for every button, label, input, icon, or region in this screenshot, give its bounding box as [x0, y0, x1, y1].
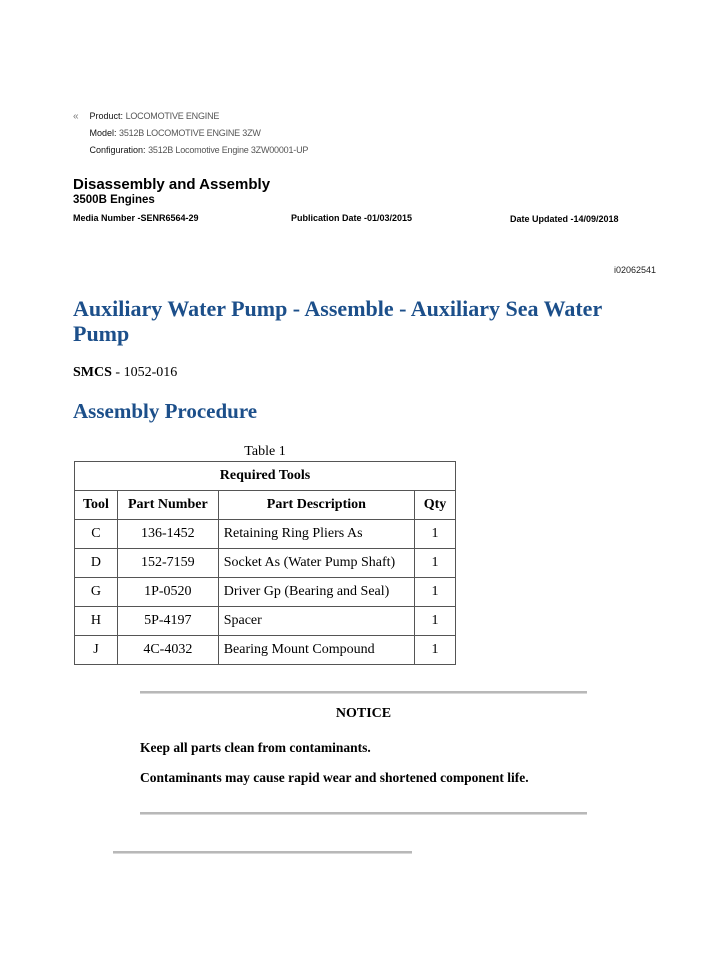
back-icon[interactable]: « — [73, 111, 79, 122]
notice-top-divider — [140, 691, 587, 694]
cell-part-description: Socket As (Water Pump Shaft) — [218, 549, 414, 578]
notice-bottom-divider — [140, 812, 587, 815]
table-row — [75, 636, 456, 665]
cell-tool: C — [75, 520, 118, 549]
cell-part-description: Retaining Ring Pliers As — [218, 520, 414, 549]
notice-box — [140, 691, 587, 815]
cell-part-number: 136-1452 — [117, 520, 218, 549]
cell-part-description: Driver Gp (Bearing and Seal) — [218, 578, 414, 607]
page-title: Auxiliary Water Pump - Assemble - Auxiliary Sea Water Pump — [73, 296, 602, 346]
model-row — [73, 127, 308, 144]
product-row — [73, 110, 308, 127]
column-header-tool: Tool — [75, 491, 118, 520]
smcs-value: - 1052-016 — [111, 365, 178, 380]
cell-part-number: 1P-0520 — [117, 578, 218, 607]
table-header-row — [75, 491, 456, 520]
smcs-label: SMCS — [73, 365, 112, 380]
media-number: Media Number -SENR6564-29 — [73, 213, 199, 223]
document-title: Disassembly and Assembly — [73, 176, 271, 193]
table-title: Required Tools — [75, 462, 456, 491]
table-row — [75, 578, 456, 607]
table-caption: Table 1 — [244, 444, 286, 459]
cell-part-description: Bearing Mount Compound — [218, 636, 414, 665]
reference-id: i02062541 — [613, 265, 656, 275]
required-tools-table — [74, 461, 456, 665]
footer-divider — [113, 851, 412, 854]
column-header-qty: Qty — [415, 491, 456, 520]
cell-qty: 1 — [415, 636, 456, 665]
cell-qty: 1 — [415, 607, 456, 636]
notice-text: Keep all parts clean from contaminants. — [140, 740, 371, 755]
notice-title: NOTICE — [335, 706, 392, 721]
table-row — [75, 607, 456, 636]
configuration-value: 3512B Locomotive Engine 3ZW00001-UP — [148, 145, 309, 155]
cell-part-number: 4C-4032 — [117, 636, 218, 665]
document-metadata — [73, 110, 308, 161]
product-value: LOCOMOTIVE ENGINE — [125, 111, 220, 121]
cell-part-number: 152-7159 — [117, 549, 218, 578]
model-value: 3512B LOCOMOTIVE ENGINE 3ZW — [119, 128, 261, 138]
section-heading: Assembly Procedure — [73, 399, 258, 423]
cell-qty: 1 — [415, 578, 456, 607]
date-updated: Date Updated -14/09/2018 — [510, 214, 619, 224]
cell-tool: G — [75, 578, 118, 607]
configuration-label: Configuration: — [89, 145, 146, 155]
model-label: Model: — [89, 128, 117, 138]
table-title-row — [75, 462, 456, 491]
cell-tool: H — [75, 607, 118, 636]
column-header-part-description: Part Description — [218, 491, 414, 520]
publication-date: Publication Date -01/03/2015 — [291, 213, 413, 223]
smcs-code — [73, 365, 177, 381]
product-label: Product: — [89, 111, 124, 121]
cell-part-number: 5P-4197 — [117, 607, 218, 636]
cell-part-description: Spacer — [218, 607, 414, 636]
document-subtitle: 3500B Engines — [73, 194, 155, 206]
cell-tool: J — [75, 636, 118, 665]
table-row — [75, 520, 456, 549]
notice-text: Contaminants may cause rapid wear and shortened component life. — [140, 770, 529, 785]
cell-qty: 1 — [415, 549, 456, 578]
column-header-part-number: Part Number — [117, 491, 218, 520]
configuration-row — [73, 144, 308, 161]
cell-tool: D — [75, 549, 118, 578]
cell-qty: 1 — [415, 520, 456, 549]
table-row — [75, 549, 456, 578]
